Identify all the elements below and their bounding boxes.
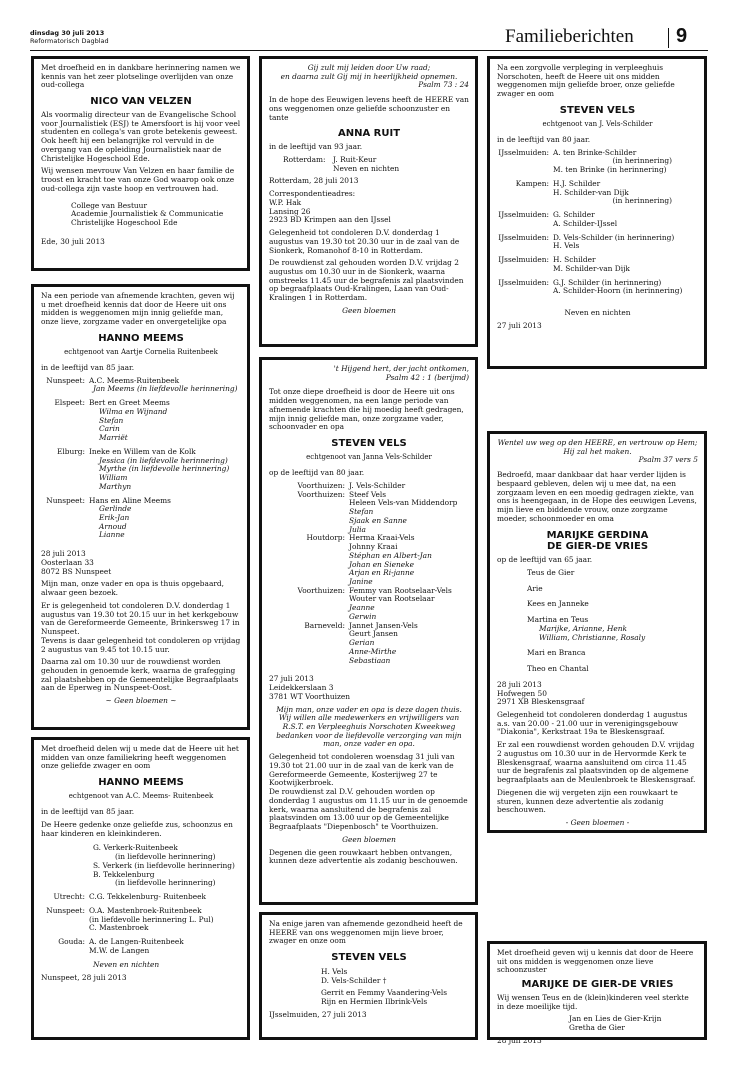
notice-intro: In de hope des Eeuwigen levens heeft de HEERE van ons weggenomen onze geliefde schoonzuster en tante [269,95,469,122]
family-line: H. Schilder [553,255,596,265]
no-flowers: Geen bloemen [342,305,396,315]
family-place: Elspeet: [54,398,85,408]
notice-intro: Met droefheid delen wij u mede dat de Heere uit het midden van onze familiekring heeft weggenomen onze geliefde zwager en oom [41,744,239,771]
no-flowers: - Geen bloemen - [565,818,630,828]
family-place: Utrecht: [53,892,85,902]
address-line: 8072 BS Nunspeet [41,566,112,576]
family-line: H. Vels [321,967,348,976]
family-line: A. Schilder-Hoorn (in herinnering) [553,286,683,296]
family-place [279,604,349,613]
family-line: (in herinnering) [612,156,672,166]
section-title: Familieberichten [505,26,634,47]
family-place: Nunspeet: [46,905,85,915]
family-group [497,211,698,228]
notice-marijke-de-gier-family [487,431,707,833]
family-place [279,552,349,561]
family-line: H. Vels [553,241,580,251]
bible-quote [497,439,698,465]
header-paper: Reformatorisch Dagblad [30,37,109,45]
family-place: IJsselmuiden: [498,277,549,287]
family-place [279,517,349,526]
spacer [497,296,698,301]
age-line: op de leeftijd van 80 jaar. [269,468,365,478]
deceased-name: NICO VAN VELZEN [90,96,192,108]
date-line: 27 juli 2013 [269,674,314,684]
notice-intro: Bedroefd, maar dankbaar dat haar verder lijden is bespaard gebleven, delen wij u mee dat, na een zorgzaam leven en een moedig gedragen ziekte, van ons is heengegaan, in de Hope des eeuwigen Levens, mijn lieve en biddende vrouw, onze zorgzame moeder, schoonmoeder en oma [497,470,697,523]
family-group [497,256,698,273]
notice-paragraph: Er is gelegenheid tot condoleren D.V. donderdag 1 augustus van 19.30 tot 20.15 uur in het kerkgebouw van de Gereformeerde Gemeente, Brinkersweg 17 in Nunspeet. [41,600,240,637]
spouse-line: echtgenoot van Aartje Cornelia Ruitenbeek [64,347,218,356]
age-line: in de leeftijd van 85 jaar. [41,362,135,372]
family-place: IJsselmuiden: [498,255,549,265]
age-line: in de leeftijd van 93 jaar. [269,142,363,152]
notice-paragraph: Wij wensen mevrouw Van Velzen en haar familie de troost en kracht toe van onze God waarop ook onze oud-collega zijn vaste hoop en vertrouwen had. [41,166,235,193]
family-members [553,279,698,296]
place-date: Ede, 30 juli 2013 [41,236,105,246]
family-line: Julia [349,524,366,534]
family-line: A. Schilder-IJssel [553,218,618,228]
bible-quote [269,365,469,382]
deceased-name-line-2: DE GIER-DE VRIES [546,541,649,553]
family-line: William [99,473,128,483]
notice-marijke-de-gier-inlaws [487,941,707,1045]
family-place [279,595,349,604]
signature-line: College van Bestuur [71,200,147,210]
quote-reference: Psalm 37 vers 5 [638,455,698,465]
family-line: B. Tekkelenburg [93,869,155,879]
date-line: 28 juli 2013 [497,1035,542,1045]
family-place [279,561,349,570]
family-line: C. Mastenbroek [89,923,149,933]
family-line: H. Schilder-van Dijk [553,187,629,197]
family-place: IJsselmuiden: [498,232,549,242]
family-line: Lianne [99,530,125,540]
family-group [497,234,698,251]
family-line: G.J. Schilder (in herinnering) [553,277,662,287]
family-line: Marthyn [99,481,132,491]
family-line: (in liefdevolle herinnering L. Pul) [89,914,214,924]
family-line: Martina en Teus [527,615,589,625]
family-line: A. ten Brinke-Schilder [553,147,637,157]
family-line: Mari en Branca [527,648,586,658]
family-line: O.A. Mastenbroek-Ruitenbeek [89,905,202,915]
family-members [553,211,698,228]
address-line: Lansing 26 [269,206,311,216]
notice-paragraph: Diegenen die wij vergeten zijn een rouwkaart te sturen, kunnen deze advertentie als zodanig beschouwen. [497,787,678,815]
family-line-row [279,630,469,639]
no-flowers: Geen bloemen [342,834,396,844]
family-line: Gerwin [349,611,377,621]
family-line: Arie [527,583,543,593]
notice-paragraph: De Heere gedenke onze geliefde zus, schoonzus en haar kinderen en kleinkinderen. [41,819,233,838]
date-line: 28 juli 2013 [41,549,86,559]
date-line: 28 juli 2013 [497,679,542,689]
thanks-note: Mijn man, onze vader en opa is deze dagen thuis. Wij willen alle medewerkers en vrijwilligers van R.S.T. en Verpleeghuis Norschoten Kweekweg bedanken voor de liefdevolle verzorging van mijn man, onze vader en opa. [276,704,462,749]
family-line: Theo en Chantal [527,664,589,674]
family-place [279,630,349,639]
family-line: Gerlinde [99,504,132,514]
quote-line: Wentel uw weg op den HEERE, en vertrouw op Hem; Hij zal het maken. [497,438,698,456]
family-line: S. Verkerk (in liefdevolle herinnering) [93,860,235,870]
family-line: Sebastiaan [349,655,391,665]
family-line: Wilma en Wijnand [99,406,168,416]
family-line: Stéphan en Albert-Jan [349,550,432,560]
notice-steven-vels-sibling [259,912,478,1040]
family-place: IJsselmuiden: [498,147,549,157]
notice-steven-vels-inlaws [487,56,707,369]
family-members [553,149,698,175]
family-line-row [279,569,469,578]
family-place [279,508,349,517]
family-line: Arjan en Ri-janne [349,568,415,578]
spouse-line: echtgenoot van Janna Vels-Schilder [306,452,432,461]
family-members [553,234,698,251]
address-line: Correspondentieadres: [269,189,356,199]
family-line: Heleen Vels-van Middendorp [349,498,458,508]
family-line: Geurt Jansen [349,629,398,639]
family-line: Sjaak en Sanne [349,515,407,525]
family-line: J. Ruit-Keur [333,154,377,164]
family-place [279,648,349,657]
family-line: D. Vels-Schilder † [321,975,387,985]
family-line: Hans en Aline Meems [89,495,171,505]
family-line: M. Schilder-van Dijk [553,263,630,273]
family-line: J. Vels-Schilder [349,480,406,490]
family-place [279,499,349,508]
family-line: Ineke en Willem van de Kolk [89,446,196,456]
notice-paragraph: Gelegenheid tot condoleren donderdag 1 augustus a.s. van 20.00 - 21.00 uur in verenigingsgebouw "Diakonia", Kerkstraat 19a te Bleskensgraaf. [497,710,688,737]
family-place: Kampen: [515,178,549,188]
family-line: G. Schilder [553,210,595,220]
deceased-name: MARIJKE GERDINA [546,529,649,541]
family-members [553,256,698,273]
family-line: Jessica (in liefdevolle herinnering) [99,455,228,465]
family-line: Bert en Greet Meems [89,398,170,408]
family-list [497,149,698,301]
address-line: 3781 WT Voorthuizen [269,691,351,701]
family-line: Jeanne [349,603,375,613]
deceased-name: ANNA RUIT [337,128,401,140]
notice-paragraph: De rouwdienst zal gehouden worden D.V. vrijdag 2 augustus om 10.30 uur in de Sionkerk, waarna omstreeks 11.45 uur de begrafenis zal plaatsvinden op begraafplaats Oud-Kralingen, Laan van Oud-Kralingen 1 in Rotterdam. [269,258,464,303]
family-place: Voorthuizen: [297,480,345,490]
family-place [279,657,349,666]
family-place [279,543,349,552]
signature-line: Academie Journalistiek & Communicatie [71,209,224,219]
family-members [553,180,698,206]
family-line: A. de Langen-Ruitenbeek [89,937,184,947]
family-line: Marriët [99,433,128,443]
family-line: M.W. de Langen [89,945,150,955]
family-group [41,497,241,506]
notice-intro: Tot onze diepe droefheid is door de Heere uit ons midden weggenomen, na een lange periode van afnemende krachten die hij moedig heeft gedragen, mijn innig geliefde man, onze zorgzame vader, schoonvader en opa [269,387,464,432]
page-number: 9 [676,25,688,47]
family-line: Femmy van Rootselaar-Vels [349,585,452,595]
notice-paragraph: De rouwdienst zal D.V. gehouden worden op donderdag 1 augustus om 11.15 uur in de genoemde kerk, waarna aansluitend de begrafenis zal plaatsvinden om 13.00 uur op de Gemeentelijke Begraafplaats "Diepenbosch" te Voorthuizen. [269,787,468,832]
place-date: Rotterdam, 28 juli 2013 [269,176,359,186]
notice-paragraph: Als voormalig directeur van de Evangelische School voor Journalistiek (ESJ) te Amersfoort is hij voor veel studenten en collega's van grote betekenis geweest. Ook heeft hij een belangrijke rol vervuld in de overgang van de opleiding Journalistiek naar de Christelijke Hogeschool Ede. [41,110,241,163]
spouse-line: echtgenoot van A.C. Meems- Ruitenbeek [68,792,214,800]
header-date: dinsdag 30 juli 2013 [30,29,105,37]
quote-line: Gij zult mij leiden door Uw raad; [307,63,431,72]
age-line: op de leeftijd van 65 jaar. [497,555,593,565]
address-line: Leidekkerslaan 3 [269,683,334,693]
family-place: Barneveld: [304,620,345,630]
family-place [279,639,349,648]
deceased-name: MARIJKE DE GIER-DE VRIES [521,979,674,991]
family-line: Herma Kraai-Vels [349,533,415,543]
family-line: Gerian [349,638,375,648]
notice-intro: Na een periode van afnemende krachten, geven wij u met droefheid kennis dat door de Heere uit ons midden is weggenomen mijn innig geliefde man, onze lieve, zorgzame vader en onvergetelijke opa [41,291,235,327]
notice-anna-ruit [259,56,478,347]
family-line: Erik-Jan [99,513,130,522]
family-line: Janine [349,577,373,586]
grandchildren-line: Marijke, Arianne, Henk [539,623,628,633]
address-line: Oosterlaan 33 [41,557,94,567]
family-line-row [279,657,469,666]
family-line: Carin [99,424,120,434]
address-line: 2923 BD Krimpen aan den IJssel [269,215,391,225]
family-place: Nunspeet: [46,495,85,505]
family-place: IJsselmuiden: [498,210,549,220]
family-line: C.G. Tekkelenburg- Ruitenbeek [89,892,206,902]
notice-paragraph: Er zal een rouwdienst worden gehouden D.V. vrijdag 2 augustus om 10.30 uur in de Hervormde Kerk te Bleskensgraaf, waarna aansluitend om circa 11.45 uur de begrafenis zal plaatsvinden op de algemene begraafplaats aan de Meulenbroek te Bleskensgraaf. [497,740,696,785]
address-line: W.P. Hak [269,197,302,207]
family-place: Voorthuizen: [297,489,345,499]
no-flowers: ~ Geen bloemen ~ [105,696,177,706]
family-line: H.J. Schilder [553,178,601,188]
family-line: Wouter van Rootselaar [349,594,435,604]
address-line: Hofwegen 50 [497,688,547,698]
notice-intro: Na een zorgvolle verpleging in verpleeghuis Norschoten, heeft de Heere uit ons midden weggenomen mijn geliefde broer, onze geliefde zwager en oom [497,63,675,99]
bible-quote [269,64,469,90]
spouse-line: echtgenoot van J. Vels-Schilder [542,119,653,128]
family-line: Gerrit en Femmy Vaandering-Vels [321,988,448,998]
notice-hanno-meems-family [31,284,250,730]
notice-paragraph: Daarna zal om 10.30 uur de rouwdienst worden gehouden in genoemde kerk, waarna de grafegging zal plaatshebben op de Gemeentelijke Begraafplaats aan de Eperweg in Nunspeet-Oost. [41,657,239,693]
family-place: Nunspeet: [46,375,85,385]
date-line: 27 juli 2013 [497,320,542,330]
family-line: Steef Vels [349,489,387,499]
family-place: Elburg: [56,446,85,456]
signature-line: Gretha de Gier [569,1023,625,1033]
family-place: Gouda: [58,937,85,947]
age-line: in de leeftijd van 80 jaar. [497,134,591,144]
family-line: Myrthe (in liefdevolle herinnering) [99,464,230,474]
family-place: Rotterdam: [283,154,326,164]
address-line: 2971 XB Bleskensgraaf [497,697,585,707]
family-place: Voorthuizen: [297,585,345,595]
notice-paragraph: Mijn man, onze vader en opa is thuis opgebaard, alwaar geen bezoek. [41,579,224,598]
notice-intro: Na enige jaren van afnemende gezondheid heeft de HEERE van ons weggenomen mijn lieve broer, zwager en onze oom [269,919,463,946]
deceased-name: STEVEN VELS [331,952,407,964]
deceased-name: STEVEN VELS [559,104,636,116]
place-date: IJsselmuiden, 27 juli 2013 [269,1009,367,1019]
family-line: Jannet Jansen-Vels [349,620,418,630]
family-line: Kees en Janneke [527,599,589,609]
family-line-row [279,517,469,526]
deceased-name: HANNO MEEMS [98,332,184,344]
family-line: Teus de Gier [527,567,575,577]
notice-paragraph: Tevens is daar gelegenheid tot condoleren op vrijdag 2 augustus van 9.45 tot 10.15 uur. [41,635,241,654]
grandchildren-line: William, Christianne, Rosaly [539,632,646,642]
place-date: Nunspeet, 28 juli 2013 [41,973,127,983]
notice-hanno-meems-relatives [31,737,250,1040]
signature-line: Jan en Lies de Gier-Krijn [569,1014,662,1024]
family-line: Anne-Mirthe [349,646,397,656]
family-line: (in liefdevolle herinnering) [115,852,216,862]
notice-paragraph: Wij wensen Teus en de (klein)kinderen veel sterkte in deze moeilijke tijd. [497,993,689,1011]
quote-line: en daarna zult Gij mij in heerlijkheid opnemen. [280,71,458,81]
family-line: Stefan [349,507,374,517]
family-line-row [279,499,469,508]
family-line: Johan en Sieneke [349,559,414,569]
notice-intro: Met droefheid geven wij u kennis dat door de Heere uit ons midden is weggenomen onze lieve schoonzuster [497,948,694,975]
notice-nico-van-velzen [31,56,250,271]
quote-line: 't Hijgend hert, der jacht ontkomen, [333,364,469,373]
header-rule [30,50,708,51]
family-line: (in liefdevolle herinnering) [115,878,216,888]
family-list [269,482,469,665]
header-separator [668,28,669,48]
notice-intro: Met droefheid en in dankbare herinnering namen we kennis van het zeer plotselinge overlijden van onze oud-collega [41,63,241,90]
family-line: Johnny Kraai [349,542,398,552]
family-group [497,279,698,296]
family-line: Jan Meems (in liefdevolle herinnering) [93,384,238,394]
family-line: A.C. Meems-Ruitenbeek [89,375,180,385]
family-line: G. Verkerk-Ruitenbeek [93,843,178,853]
quote-reference: Psalm 73 : 24 [418,80,469,90]
notice-paragraph: Gelegenheid tot condoleren D.V. donderdag 1 augustus van 19.30 tot 20.30 uur in de zaal van de Sionkerk, Romanohof 8-10 in Rotterdam. [269,228,460,255]
family-line: D. Vels-Schilder (in herinnering) [553,232,675,242]
age-line: in de leeftijd van 85 jaar. [41,807,135,817]
nephews-nieces: Neven en nichten [564,308,631,317]
family-line: Arnoud [99,521,127,531]
family-line: M. ten Brinke (in herinnering) [553,165,667,175]
notice-paragraph: Degenen die geen rouwkaart hebben ontvangen, kunnen deze advertentie als zodanig beschouwen. [269,847,458,866]
family-group [497,180,698,206]
family-line: (in herinnering) [612,196,672,206]
notice-paragraph: Gelegenheid tot condoleren woensdag 31 juli van 19.30 tot 21.00 uur in de zaal van de kerk van de Gereformeerde Gemeente, Kosterijweg 27 te Kootwijkerbroek. [269,752,455,788]
signature-line: Christelijke Hogeschool Ede [71,218,178,228]
family-group [497,149,698,175]
family-line: Rijn en Hermien Ilbrink-Vels [321,997,428,1007]
notice-steven-vels-family [259,357,478,905]
family-list [41,377,241,545]
quote-reference: Psalm 42 : 1 (berijmd) [385,372,469,382]
family-line: Stefan [99,415,124,425]
family-line: Neven en nichten [333,163,400,173]
nephews-nieces: Neven en nichten [93,959,160,969]
deceased-name: HANNO MEEMS [98,777,184,789]
deceased-name: STEVEN VELS [331,438,407,450]
family-place [279,569,349,578]
family-place: Houtdorp: [306,533,345,543]
